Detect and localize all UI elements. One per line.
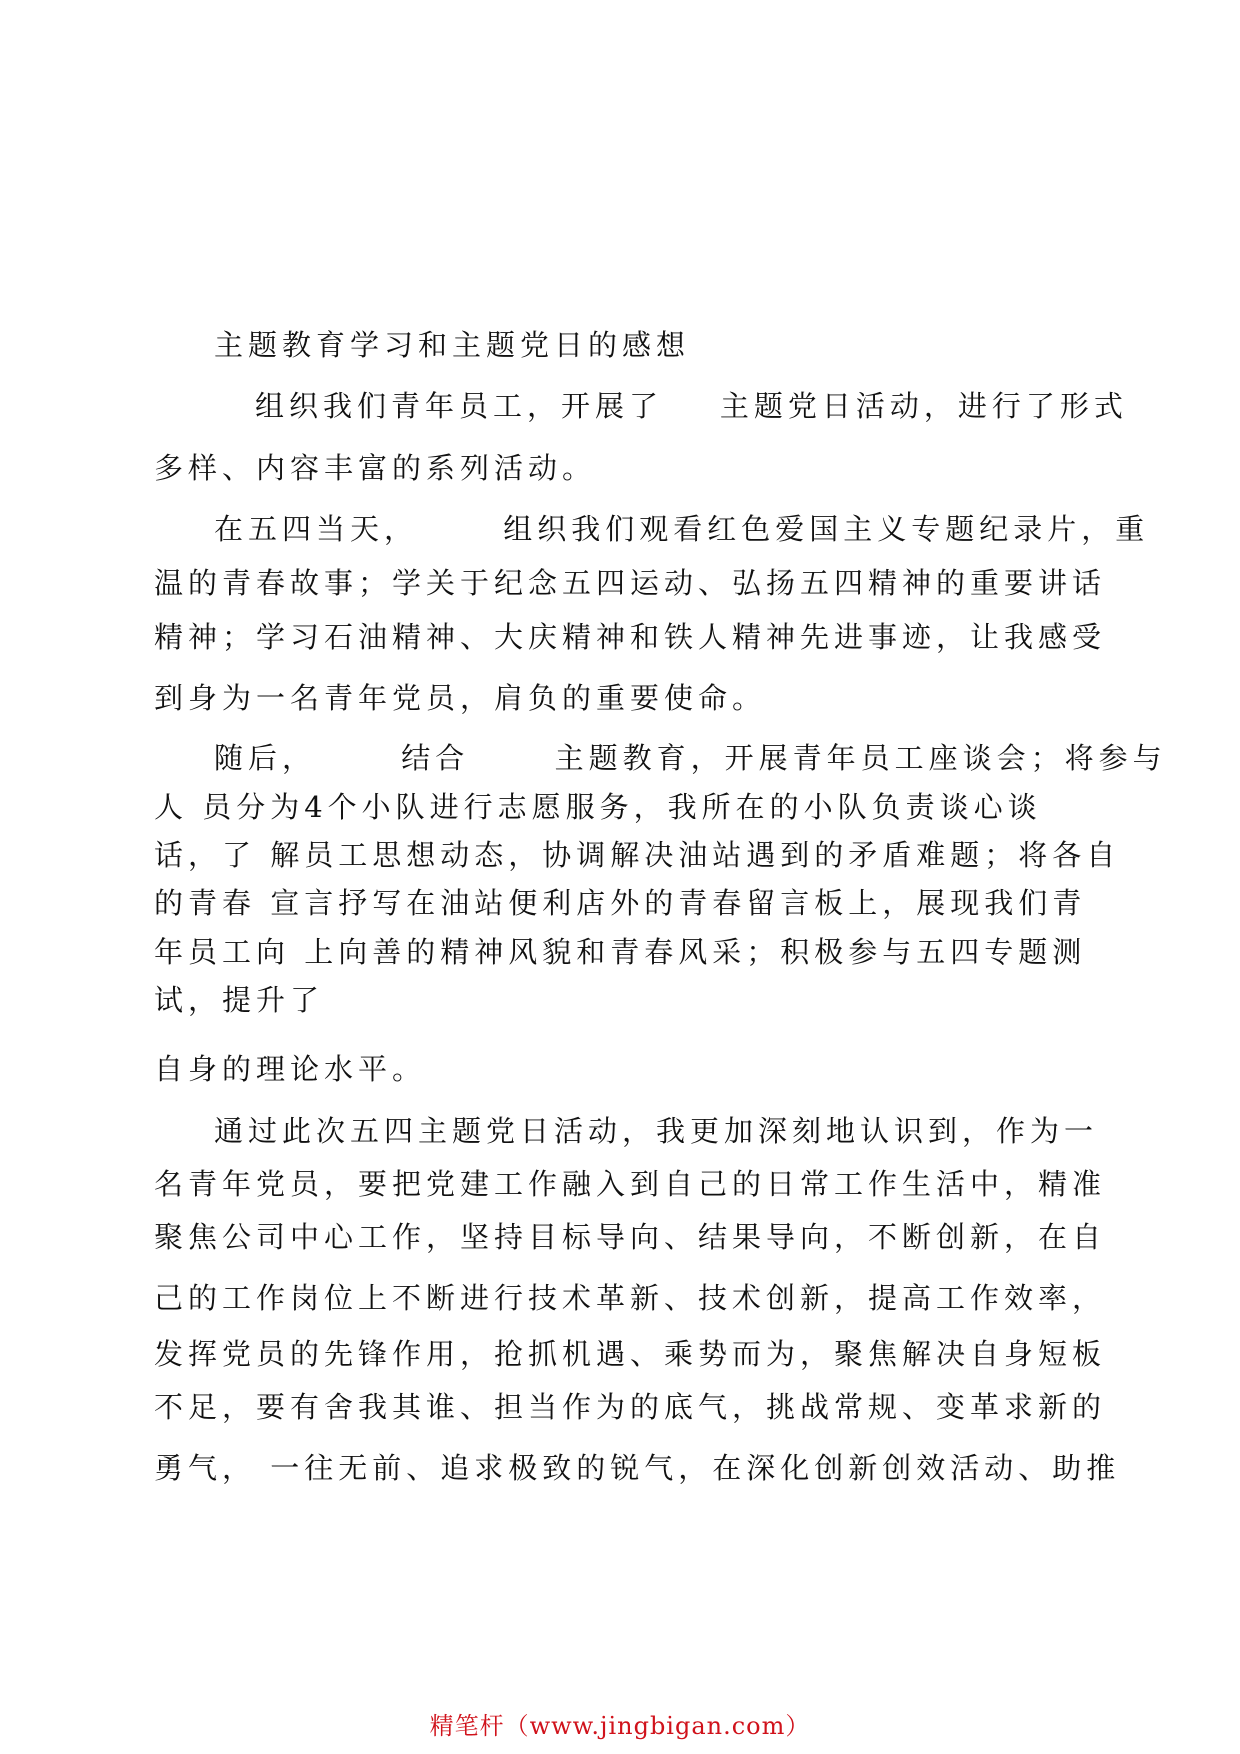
text-line: 发挥党员的先锋作用，抢抓机遇、乘势而为，聚焦解决自身短板	[154, 1337, 1107, 1371]
text-line: 聚焦公司中心工作，坚持目标导向、结果导向，不断创新，在自	[154, 1220, 1107, 1254]
text-line: 通过此次五四主题党日活动，我更加深刻地认识到，作为一	[214, 1114, 1099, 1148]
text-line: 名青年党员，要把党建工作融入到自己的日常工作生活中，精准	[154, 1167, 1107, 1201]
text-line: 试，提升了	[154, 983, 325, 1017]
text-line: 勇气， 一往无前、追求极致的锐气，在深化创新创效活动、助推	[154, 1451, 1121, 1485]
text-line: 温的青春故事；学关于纪念五四运动、弘扬五四精神的重要讲话	[154, 566, 1107, 600]
text-line: 不足，要有舍我其谁、担当作为的底气，挑战常规、变革求新的	[154, 1390, 1107, 1424]
text-line: 自身的理论水平。	[154, 1052, 427, 1086]
text-line: 话，了 解员工思想动态，协调解决油站遇到的矛盾难题；将各自	[154, 838, 1121, 872]
footer-watermark: 精笔杆（www.jingbigan.com）	[429, 1712, 811, 1740]
text-line: 随后， 结合 主题教育，开展青年员工座谈会；将参与	[214, 741, 1167, 775]
text-line: 精神；学习石油精神、大庆精神和铁人精神先进事迹，让我感受	[154, 620, 1107, 654]
text-line: 组织我们青年员工，开展了 主题党日活动，进行了形式	[255, 389, 1128, 423]
text-line: 多样、内容丰富的系列活动。	[154, 451, 597, 485]
text-line: 己的工作岗位上不断进行技术革新、技术创新，提高工作效率，	[154, 1281, 1107, 1315]
text-line: 的青春 宣言抒写在油站便利店外的青春留言板上，展现我们青	[154, 886, 1087, 920]
text-line: 人 员分为4个小队进行志愿服务，我所在的小队负责谈心谈	[154, 790, 1042, 824]
text-line: 年员工向 上向善的精神风貌和青春风采；积极参与五四专题测	[154, 935, 1087, 969]
text-line: 到身为一名青年党员，肩负的重要使命。	[154, 681, 767, 715]
document-title: 主题教育学习和主题党日的感想	[214, 328, 691, 362]
text-line: 在五四当天， 组织我们观看红色爱国主义专题纪录片，重	[214, 512, 1150, 546]
